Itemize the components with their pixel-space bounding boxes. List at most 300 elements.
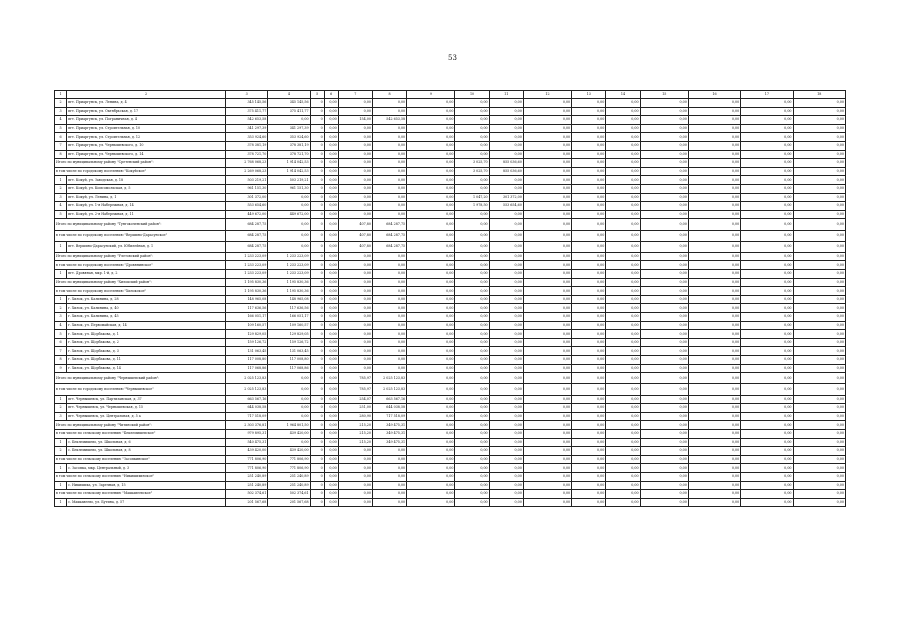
value-cell: 0,00 — [407, 464, 455, 473]
subtotal-row — [55, 287, 846, 296]
value-cell: 0,00 — [407, 219, 455, 230]
value-cell: 0,00 — [407, 330, 455, 339]
value-cell: 0 — [310, 210, 324, 219]
value-cell: 663 567,16 — [226, 395, 268, 404]
value-cell: 553 654,60 — [226, 202, 268, 211]
value-cell: 0,00 — [523, 395, 571, 404]
value-cell: 129 829,05 — [268, 330, 310, 339]
value-cell: 129 829,05 — [226, 330, 268, 339]
table-row — [55, 176, 846, 185]
value-cell: 0,00 — [455, 338, 489, 347]
value-cell: 0,00 — [338, 464, 372, 473]
row-number: 1 — [55, 498, 67, 507]
subtotal-label: в том числе по сельскому поселению "Маккавеевское" — [55, 490, 226, 499]
value-cell: 0,00 — [640, 404, 688, 413]
value-cell: 0,00 — [338, 490, 372, 499]
value-cell: 0,00 — [523, 159, 571, 168]
column-number-cell: 14 — [606, 91, 640, 99]
value-cell: 503 219,21 — [268, 176, 310, 185]
value-cell: 0,00 — [741, 193, 793, 202]
value-cell: 0,00 — [572, 107, 606, 116]
value-cell: 0,00 — [455, 438, 489, 447]
value-cell: 0,00 — [338, 338, 372, 347]
value-cell: 117 068,86 — [226, 364, 268, 373]
value-cell: 0 — [310, 184, 324, 193]
value-cell: 0,00 — [741, 241, 793, 252]
row-number: 2 — [55, 99, 67, 108]
value-cell: 0 — [310, 384, 324, 395]
value-cell: 0,00 — [688, 364, 740, 373]
table-row — [55, 464, 846, 473]
table-row — [55, 364, 846, 373]
value-cell: 0,00 — [372, 313, 406, 322]
value-cell: 0,00 — [606, 141, 640, 150]
value-cell: 0,00 — [324, 338, 338, 347]
value-cell: 0,00 — [793, 330, 845, 339]
value-cell: 117 008,80 — [226, 356, 268, 365]
value-cell: 0 — [310, 116, 324, 125]
subtotal-row — [55, 429, 846, 438]
value-cell: 0,00 — [489, 241, 523, 252]
value-cell: 0,00 — [793, 404, 845, 413]
value-cell: 0 — [310, 429, 324, 438]
subtotal-row — [55, 384, 846, 395]
value-cell: 154,00 — [338, 116, 372, 125]
value-cell: 0,00 — [572, 438, 606, 447]
value-cell: 0,00 — [640, 330, 688, 339]
value-cell: 0,00 — [688, 321, 740, 330]
value-cell: 0,00 — [455, 219, 489, 230]
value-cell: 0,00 — [572, 176, 606, 185]
value-cell: 0,00 — [688, 481, 740, 490]
value-cell: 0,00 — [606, 202, 640, 211]
value-cell: 0,00 — [489, 404, 523, 413]
value-cell: 0,00 — [489, 498, 523, 507]
value-cell: 0,00 — [407, 304, 455, 313]
value-cell: 0,00 — [324, 373, 338, 384]
value-cell: 0,00 — [372, 193, 406, 202]
value-cell: 542 653,58 — [372, 116, 406, 125]
value-cell: 0,00 — [455, 356, 489, 365]
column-number-cell: 16 — [688, 91, 740, 99]
table-row — [55, 395, 846, 404]
value-cell: 0,00 — [523, 338, 571, 347]
value-cell: 0,00 — [640, 159, 688, 168]
value-cell: 0,00 — [372, 287, 406, 296]
value-cell: 0,00 — [572, 241, 606, 252]
value-cell: 0,00 — [338, 184, 372, 193]
value-cell: 0,00 — [572, 490, 606, 499]
value-cell: 0,00 — [455, 481, 489, 490]
value-cell: 0,00 — [741, 384, 793, 395]
row-number: 8 — [55, 150, 67, 159]
value-cell: 0,00 — [489, 490, 523, 499]
value-cell: 0 — [310, 141, 324, 150]
value-cell: 0,00 — [741, 133, 793, 142]
value-cell: 0 — [310, 464, 324, 473]
column-number-cell: 8 — [372, 91, 406, 99]
value-cell: 1 914 042,53 — [268, 159, 310, 168]
value-cell: 0,00 — [489, 210, 523, 219]
value-cell: 251 240,89 — [226, 481, 268, 490]
value-cell: 0,00 — [372, 447, 406, 456]
value-cell: 378 721,70 — [226, 150, 268, 159]
value-cell: 0,00 — [688, 330, 740, 339]
subtotal-row — [55, 455, 846, 464]
value-cell: 2 269 068,23 — [226, 167, 268, 176]
value-cell: 0 — [310, 107, 324, 116]
value-cell: 439 420,00 — [268, 429, 310, 438]
value-cell: 0,00 — [523, 347, 571, 356]
value-cell: 0,00 — [268, 373, 310, 384]
value-cell: 0 — [310, 230, 324, 241]
value-cell: 0,00 — [324, 99, 338, 108]
value-cell: 855 036,60 — [489, 159, 523, 168]
value-cell: 0,00 — [489, 438, 523, 447]
value-cell: 0,00 — [640, 304, 688, 313]
value-cell: 0,00 — [741, 455, 793, 464]
table-row — [55, 124, 846, 133]
value-cell: 0,00 — [741, 124, 793, 133]
value-cell: 0,00 — [407, 347, 455, 356]
value-cell: 0,00 — [338, 99, 372, 108]
value-cell: 0,00 — [793, 438, 845, 447]
value-cell: 0,00 — [268, 202, 310, 211]
value-cell: 684 287,75 — [226, 230, 268, 241]
value-cell: 0,00 — [688, 455, 740, 464]
value-cell: 0,00 — [741, 412, 793, 421]
value-cell: 0,00 — [372, 202, 406, 211]
value-cell: 0,00 — [407, 116, 455, 125]
value-cell: 0,00 — [372, 304, 406, 313]
value-cell: 0,00 — [324, 193, 338, 202]
value-cell: 0,00 — [523, 133, 571, 142]
value-cell: 0,00 — [688, 184, 740, 193]
value-cell: 0,00 — [741, 159, 793, 168]
subtotal-label: Итого по муниципальному району "Тунгокоченский район": — [55, 219, 226, 230]
value-cell: 0,00 — [324, 230, 338, 241]
value-cell: 0,00 — [688, 295, 740, 304]
value-cell: 0,00 — [688, 241, 740, 252]
subtotal-row — [55, 230, 846, 241]
value-cell: 0,00 — [793, 364, 845, 373]
value-cell: 0,00 — [688, 107, 740, 116]
value-cell: 0,00 — [407, 141, 455, 150]
address-cell: пгт. Приаргунск, ул. Пограничная, д. 4 — [67, 116, 226, 125]
table-row — [55, 141, 846, 150]
value-cell: 0,00 — [793, 498, 845, 507]
value-cell: 280,90 — [338, 412, 372, 421]
value-cell: 0,00 — [338, 498, 372, 507]
value-cell: 0,00 — [489, 421, 523, 430]
value-cell: 0,00 — [324, 364, 338, 373]
value-cell: 0,00 — [741, 421, 793, 430]
value-cell: 0,00 — [688, 429, 740, 438]
value-cell: 0,00 — [606, 384, 640, 395]
value-cell: 0,00 — [572, 278, 606, 287]
value-cell: 0,00 — [407, 159, 455, 168]
capital-repair-table — [54, 90, 846, 507]
address-cell: пгт. Приаргунск, ул. Строительная, д. 12 — [67, 133, 226, 142]
value-cell: 251 240,89 — [268, 472, 310, 481]
value-cell: 0,00 — [489, 184, 523, 193]
value-cell: 0 — [310, 472, 324, 481]
value-cell: 0,00 — [793, 278, 845, 287]
address-cell: пгт. Кокуй, ул. 1-я Набережная, д. 14 — [67, 202, 226, 211]
table-row — [55, 107, 846, 116]
value-cell: 0,00 — [372, 464, 406, 473]
value-cell: 0,00 — [688, 464, 740, 473]
value-cell: 0,00 — [523, 321, 571, 330]
value-cell: 349 475,31 — [372, 438, 406, 447]
value-cell: 0,00 — [640, 321, 688, 330]
value-cell: 0,00 — [688, 447, 740, 456]
value-cell: 0,00 — [606, 261, 640, 270]
value-cell: 0,00 — [688, 159, 740, 168]
value-cell: 166 051,17 — [268, 313, 310, 322]
value-cell: 0,00 — [268, 395, 310, 404]
value-cell: 0 — [310, 373, 324, 384]
value-cell: 0,00 — [741, 99, 793, 108]
value-cell: 0,00 — [324, 347, 338, 356]
value-cell: 0,00 — [793, 193, 845, 202]
value-cell: 0 — [310, 150, 324, 159]
value-cell: 771 806,90 — [268, 455, 310, 464]
value-cell: 0,00 — [523, 116, 571, 125]
column-number-cell: 18 — [793, 91, 845, 99]
address-cell: г. Хилок, ул. Первомайская, д. 14 — [67, 321, 226, 330]
value-cell: 0,00 — [606, 167, 640, 176]
value-cell: 0,00 — [372, 159, 406, 168]
value-cell: 0,00 — [793, 176, 845, 185]
value-cell: 0 — [310, 99, 324, 108]
value-cell: 0,00 — [407, 99, 455, 108]
value-cell: 0,00 — [572, 99, 606, 108]
value-cell: 644 038,58 — [226, 404, 268, 413]
value-cell: 0,00 — [640, 133, 688, 142]
value-cell: 0,00 — [338, 141, 372, 150]
value-cell: 0,00 — [489, 287, 523, 296]
value-cell: 0,00 — [523, 176, 571, 185]
value-cell: 0,00 — [523, 472, 571, 481]
value-cell: 0,00 — [793, 219, 845, 230]
value-cell: 0,00 — [572, 321, 606, 330]
address-cell: пгт. Приаргунск, ул. Ленина, д. 4 — [67, 99, 226, 108]
value-cell: 0,00 — [523, 412, 571, 421]
value-cell: 0,00 — [407, 384, 455, 395]
value-cell: 0,00 — [640, 287, 688, 296]
value-cell: 0,00 — [372, 321, 406, 330]
address-cell: с. Беклемишево, ул. Школьная, д. 6 — [67, 438, 226, 447]
value-cell: 0,00 — [523, 421, 571, 430]
value-cell: 353 924,60 — [268, 133, 310, 142]
value-cell: 0,00 — [640, 395, 688, 404]
value-cell: 684 287,75 — [372, 219, 406, 230]
value-cell: 0,00 — [324, 141, 338, 150]
value-cell: 345 145,56 — [268, 99, 310, 108]
value-cell: 0,00 — [640, 498, 688, 507]
value-cell: 0,00 — [741, 338, 793, 347]
value-cell: 0,00 — [572, 202, 606, 211]
value-cell: 0,00 — [455, 347, 489, 356]
value-cell: 0,00 — [455, 252, 489, 261]
value-cell: 2 303 376,81 — [226, 421, 268, 430]
value-cell: 0,00 — [523, 184, 571, 193]
value-cell: 0 — [310, 304, 324, 313]
value-cell: 0,00 — [372, 338, 406, 347]
value-cell: 0,00 — [407, 429, 455, 438]
value-cell: 0,00 — [793, 481, 845, 490]
value-cell: 0,00 — [741, 498, 793, 507]
value-cell: 0,00 — [407, 176, 455, 185]
value-cell: 109 160,57 — [226, 321, 268, 330]
value-cell: 0,00 — [324, 490, 338, 499]
value-cell: 1 195 830,36 — [226, 287, 268, 296]
value-cell: 0,00 — [407, 150, 455, 159]
value-cell: 0,00 — [741, 447, 793, 456]
value-cell: 0 — [310, 356, 324, 365]
value-cell: 0,00 — [372, 210, 406, 219]
value-cell: 0,00 — [523, 230, 571, 241]
value-cell: 0,00 — [606, 270, 640, 279]
column-number-cell: 10 — [455, 91, 489, 99]
row-number: 1 — [55, 464, 67, 473]
address-cell: г. Хилок, ул. Щорбакова, д. 14 — [67, 364, 226, 373]
value-cell: 0,00 — [338, 210, 372, 219]
column-number-cell: 13 — [572, 91, 606, 99]
value-cell: 0,00 — [793, 150, 845, 159]
subtotal-row — [55, 373, 846, 384]
value-cell: 0,00 — [372, 490, 406, 499]
column-number-cell: 4 — [268, 91, 310, 99]
value-cell: 0,00 — [640, 116, 688, 125]
value-cell: 0,00 — [688, 472, 740, 481]
value-cell: 0,00 — [489, 338, 523, 347]
value-cell: 0,00 — [372, 347, 406, 356]
value-cell: 0,00 — [338, 447, 372, 456]
value-cell: 0,00 — [688, 230, 740, 241]
value-cell: 0 — [310, 295, 324, 304]
value-cell: 0,00 — [324, 481, 338, 490]
table-row — [55, 338, 846, 347]
value-cell: 0,00 — [455, 107, 489, 116]
value-cell: 0,00 — [640, 338, 688, 347]
value-cell: 0,00 — [688, 278, 740, 287]
address-cell: пгт. Чернышевск, ул. Партизанская, д. 37 — [67, 395, 226, 404]
row-number: 6 — [55, 133, 67, 142]
value-cell: 0,00 — [606, 421, 640, 430]
value-cell: 0,00 — [407, 124, 455, 133]
value-cell: 0,00 — [455, 176, 489, 185]
value-cell: 0,00 — [793, 321, 845, 330]
value-cell: 0 — [310, 421, 324, 430]
value-cell: 0,00 — [793, 384, 845, 395]
table-row — [55, 304, 846, 313]
value-cell: 0,00 — [741, 150, 793, 159]
value-cell: 0,00 — [523, 150, 571, 159]
address-cell: пгт. Приаргунск, ул. Чернышевского, д. 10 — [67, 141, 226, 150]
value-cell: 0,00 — [489, 356, 523, 365]
value-cell: 0,00 — [688, 202, 740, 211]
value-cell: 0,00 — [372, 295, 406, 304]
value-cell: 0,00 — [606, 107, 640, 116]
table-row — [55, 404, 846, 413]
value-cell: 0,00 — [640, 219, 688, 230]
value-cell: 0,00 — [793, 421, 845, 430]
page-number: 53 — [448, 54, 457, 62]
row-number: 1 — [55, 241, 67, 252]
value-cell: 0,00 — [606, 287, 640, 296]
value-cell: 0,00 — [324, 455, 338, 464]
value-cell: 0,00 — [606, 338, 640, 347]
value-cell: 0,00 — [455, 278, 489, 287]
value-cell: 771 806,90 — [226, 464, 268, 473]
subtotal-label: в том числе по городскому поселению "Кокуйское" — [55, 167, 226, 176]
value-cell: 0,00 — [688, 99, 740, 108]
value-cell: 0,00 — [338, 455, 372, 464]
value-cell: 3 025,70 — [455, 167, 489, 176]
value-cell: 0,00 — [455, 498, 489, 507]
value-cell: 0,00 — [324, 295, 338, 304]
value-cell: 0,00 — [572, 373, 606, 384]
value-cell: 0,00 — [407, 202, 455, 211]
value-cell: 0,00 — [489, 176, 523, 185]
subtotal-label: в том числе по сельскому поселению "Засопкинское" — [55, 455, 226, 464]
table-row — [55, 210, 846, 219]
value-cell: 0,00 — [606, 481, 640, 490]
row-number: 2 — [55, 304, 67, 313]
value-cell: 0,00 — [372, 455, 406, 464]
value-cell: 0,00 — [324, 464, 338, 473]
value-cell: 0,00 — [793, 107, 845, 116]
value-cell: 0,00 — [455, 429, 489, 438]
value-cell: 1 978,50 — [455, 202, 489, 211]
value-cell: 148 965,08 — [268, 295, 310, 304]
subtotal-row — [55, 421, 846, 430]
value-cell: 1 233 223,09 — [268, 261, 310, 270]
value-cell: 0,00 — [523, 287, 571, 296]
value-cell: 0,00 — [572, 124, 606, 133]
value-cell: 0,00 — [572, 464, 606, 473]
value-cell: 0,00 — [455, 141, 489, 150]
value-cell: 0,00 — [606, 490, 640, 499]
value-cell: 0,00 — [455, 472, 489, 481]
value-cell: 0,00 — [489, 295, 523, 304]
value-cell: 0,00 — [523, 107, 571, 116]
value-cell: 0,00 — [640, 210, 688, 219]
value-cell: 1 964 801,50 — [268, 421, 310, 430]
value-cell: 0 — [310, 490, 324, 499]
subtotal-label: Итого по муниципальному району "Чернышевский район": — [55, 373, 226, 384]
table-row — [55, 356, 846, 365]
value-cell: 0,00 — [455, 295, 489, 304]
value-cell: 0,00 — [407, 278, 455, 287]
value-cell: 0,00 — [640, 176, 688, 185]
value-cell: 0,00 — [793, 313, 845, 322]
value-cell: 0,00 — [455, 124, 489, 133]
row-number: 5 — [55, 210, 67, 219]
value-cell: 0,00 — [324, 304, 338, 313]
value-cell: 0,00 — [455, 304, 489, 313]
value-cell: 542 653,58 — [226, 116, 268, 125]
value-cell: 0,00 — [338, 356, 372, 365]
value-cell: 684 287,75 — [372, 241, 406, 252]
value-cell: 341 297,39 — [268, 124, 310, 133]
value-cell: 2 025 123,83 — [372, 384, 406, 395]
subtotal-label: Итого по муниципальному району "Сретенский район": — [55, 159, 226, 168]
value-cell: 0,00 — [640, 464, 688, 473]
subtotal-row — [55, 167, 846, 176]
